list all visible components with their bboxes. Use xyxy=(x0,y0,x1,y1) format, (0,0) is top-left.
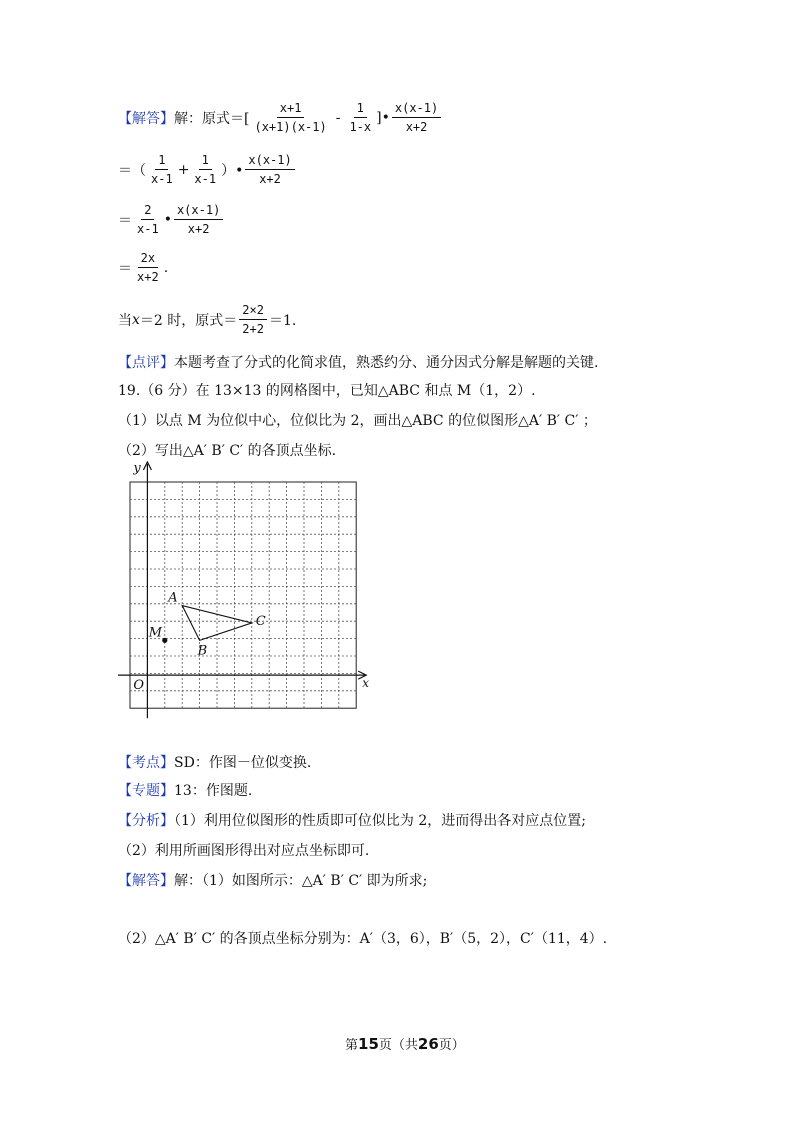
fenxi-text-2: （2）利用所画图形得出对应点坐标即可. xyxy=(118,843,370,859)
fraction: $\frac{x(x-1)}{x+2}$ xyxy=(174,202,223,237)
answer-tag: 【解答】 xyxy=(118,110,174,127)
point-c-label: C xyxy=(255,613,266,629)
fenxi-text-1: （1）利用位似图形的性质即可位似比为 2，进而得出各对应点位置; xyxy=(174,813,586,829)
kaodian-tag: 【考点】 xyxy=(118,755,174,771)
point-b-label: B xyxy=(197,643,208,659)
fenxi-tag: 【分析】 xyxy=(118,813,174,829)
jieda-line-1 xyxy=(118,870,427,890)
origin-label: O xyxy=(133,678,145,694)
kaodian-text: SD：作图－位似变换. xyxy=(174,755,312,771)
jieda-text-2: （2）△A′ B′ C′ 的各顶点坐标分别为：A′（3，6），B′（5，2），C′（11，4）. xyxy=(118,931,608,947)
point-m xyxy=(162,638,167,643)
jieda-tag: 【解答】 xyxy=(118,873,174,889)
point-a-label: A xyxy=(168,590,178,606)
fraction: $\frac{x+1}{(x+1)(x-1)}$ xyxy=(254,101,327,134)
kaodian-line xyxy=(118,752,311,772)
fraction: $\frac{2}{x-1}$ xyxy=(137,203,159,236)
fraction: $\frac{1}{x-1}$ xyxy=(151,153,173,186)
grid-border xyxy=(130,482,356,708)
zhuanti-text: 13：作图题. xyxy=(174,783,253,799)
x-axis-label: x xyxy=(362,676,369,691)
jieda-text-1: 解：（1）如图所示：△A′ B′ C′ 即为所求; xyxy=(174,873,428,889)
page-footer: 第15页（共26页） xyxy=(345,1035,465,1053)
zhuanti-tag: 【专题】 xyxy=(118,783,174,799)
fraction: $\frac{x(x-1)}{x+2}$ xyxy=(392,100,441,135)
solution-line-1: 【解答】 解：原式＝[ $\frac{x+1}{(x+1)(x-1)}$ - $\frac{1}{1-x}$ ]• $\frac{x(x-1)}{x+2}$ xyxy=(118,100,443,135)
solution-lead: 解：原式＝[ xyxy=(174,110,250,127)
comment-line xyxy=(118,352,598,372)
problem-19-question-1: （1）以点 M 为位似中心，位似比为 2，画出△ABC 的位似图形△A′ B′ C′ ； xyxy=(118,413,597,429)
y-axis-label: y xyxy=(133,461,141,476)
fraction: $\frac{1}{1-x}$ xyxy=(349,101,372,134)
zhuanti-line xyxy=(118,780,252,800)
comment-text: 本题考查了分式的化简求值，熟悉约分、通分因式分解是解题的关键. xyxy=(174,355,599,371)
problem-19-question-2: （2）写出△A′ B′ C′ 的各顶点坐标. xyxy=(118,443,337,459)
solution-line-3: ＝ $\frac{2}{x-1}$ • $\frac{x(x-1)}{x+2}$ xyxy=(118,202,225,237)
page-number: 15 xyxy=(358,1035,379,1053)
coordinate-grid-figure xyxy=(118,458,388,730)
fraction: $\frac{2x}{x+2}$ xyxy=(137,251,159,284)
fraction: $\frac{x(x-1)}{x+2}$ xyxy=(245,152,294,187)
fenxi-line-1 xyxy=(118,810,586,830)
comment-tag: 【点评】 xyxy=(118,355,174,371)
page-total: 26 xyxy=(417,1035,439,1053)
solution-line-4: ＝ $\frac{2x}{x+2}$ . xyxy=(118,251,169,284)
fraction: $\frac{2\times 2}{2+2}$ xyxy=(239,302,267,337)
solution-line-5: 当 x ＝2 时，原式＝ $\frac{2\times 2}{2+2}$ ＝1. xyxy=(118,303,297,336)
fraction: $\frac{1}{x-1}$ xyxy=(194,153,217,186)
problem-19-heading: 19.（6 分）在 13×13 的网格图中，已知△ABC 和点 M（1，2）. xyxy=(118,383,536,399)
point-m-label: M xyxy=(148,625,163,641)
solution-line-2: ＝（ $\frac{1}{x-1}$ + $\frac{1}{x-1}$ ）• $\frac{x(x-1)}{x+2}$ xyxy=(118,152,297,187)
